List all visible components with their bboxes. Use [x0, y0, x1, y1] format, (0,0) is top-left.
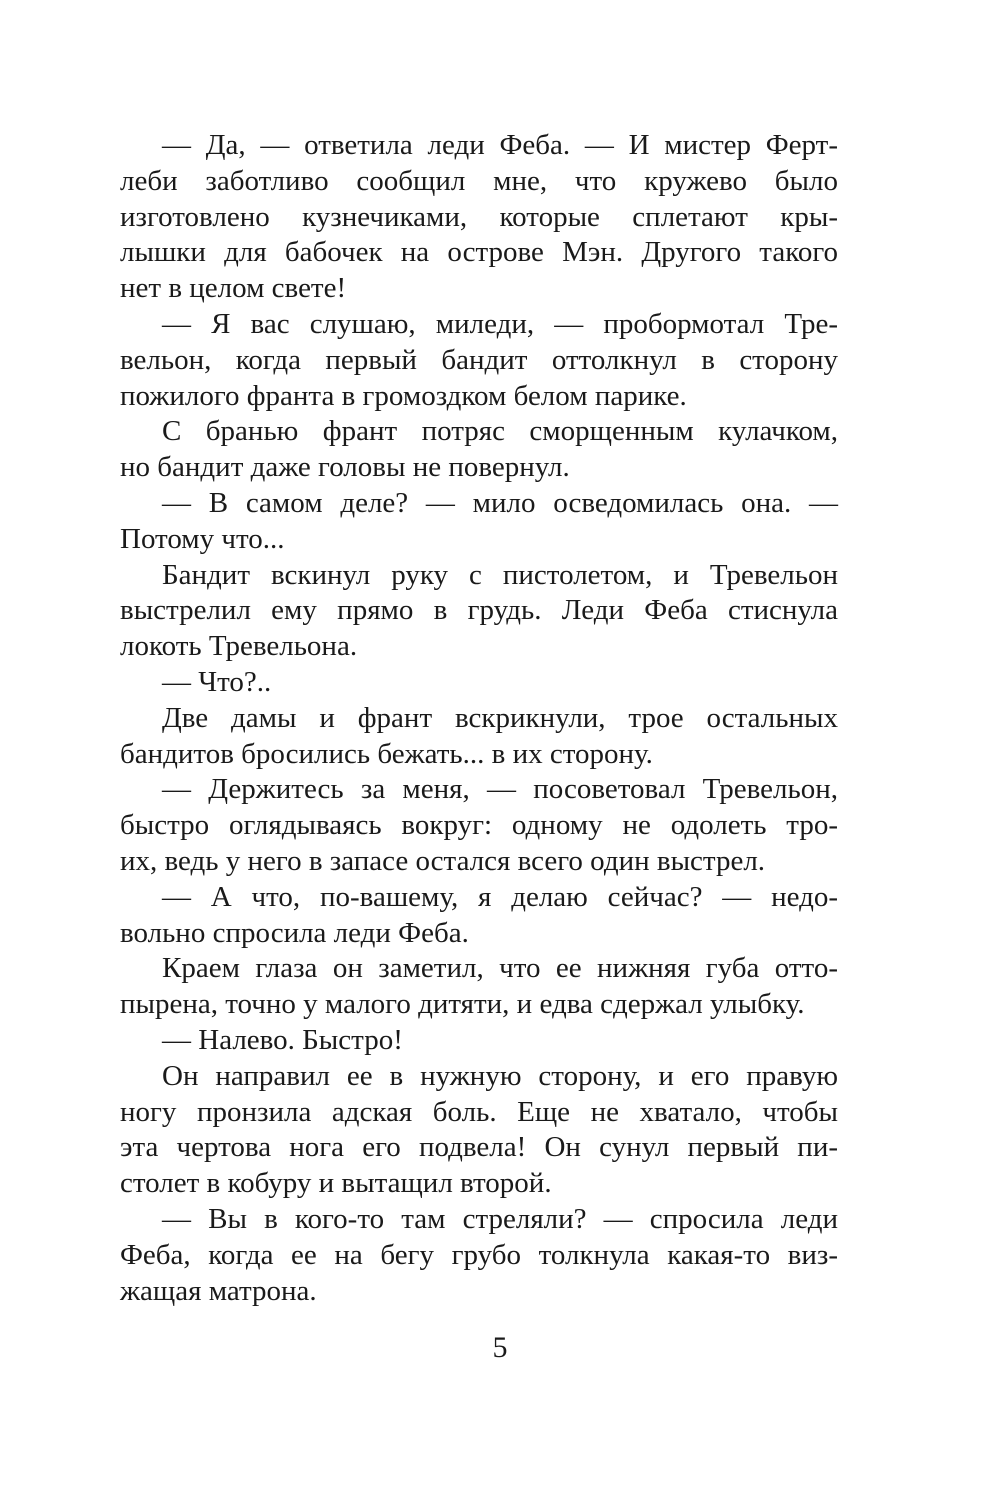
text-line: столет в кобуру и вытащил второй.: [120, 1167, 552, 1200]
text-line: нет в целом свете!: [120, 272, 347, 305]
text-line: бандитов бросились бежать... в их сторону.: [120, 737, 653, 770]
text-line: пожилого франта в громоздком белом парике.: [120, 379, 687, 412]
text-line: Феба, когда ее на бегу грубо толкнула какая-то виз-: [120, 1238, 838, 1271]
text-line: — А что, по-вашему, я делаю сейчас? — недо-: [162, 880, 838, 913]
text-line: Краем глаза он заметил, что ее нижняя губа отто-: [162, 952, 838, 985]
text-line: — В самом деле? — мило осведомилась она. —: [162, 486, 838, 519]
text-line: вольно спросила леди Феба.: [120, 916, 469, 949]
text-line: — Да, — ответила леди Феба. — И мистер Ферт-: [162, 129, 838, 161]
text-line: эта чертова нога его подвела! Он сунул первый пи-: [120, 1131, 838, 1164]
text-line: ногу пронзила адская боль. Еще не хватало, чтобы: [120, 1095, 838, 1128]
text-line: выстрелил ему прямо в грудь. Леди Феба стиснула: [120, 594, 838, 627]
book-page-text: [120, 128, 838, 1309]
text-line: — Вы в кого-то там стреляли? — спросила леди: [162, 1202, 838, 1235]
text-line: — Я вас слушаю, миледи, — пробормотал Тре-: [162, 307, 838, 340]
text-line: пырена, точно у малого дитяти, и едва сдержал улыбку.: [120, 988, 805, 1021]
text-line: — Держитесь за меня, — посоветовал Тревельон,: [162, 773, 838, 806]
text-line: вельон, когда первый бандит оттолкнул в сторону: [120, 343, 838, 376]
text-line: лышки для бабочек на острове Мэн. Другого такого: [120, 236, 838, 269]
text-line: изготовлено кузнечиками, которые сплетают кры-: [120, 200, 838, 233]
text-line: быстро оглядываясь вокруг: одному не одолеть тро-: [120, 809, 838, 842]
text-line: леби заботливо сообщил мне, что кружево было: [120, 164, 838, 197]
text-line: С бранью франт потряс сморщенным кулачком,: [162, 415, 838, 448]
text-line: их, ведь у него в запасе остался всего один выстрел.: [120, 844, 766, 877]
text-line: Бандит вскинул руку с пистолетом, и Тревельон: [162, 558, 838, 591]
page-number: 5: [492, 1331, 508, 1364]
text-line: жащая матрона.: [120, 1274, 317, 1307]
text-line: — Что?..: [162, 665, 272, 698]
text-line: но бандит даже головы не повернул.: [120, 451, 570, 484]
text-line: Он направил ее в нужную сторону, и его правую: [162, 1059, 838, 1092]
text-line: — Налево. Быстро!: [162, 1023, 403, 1056]
text-line: Две дамы и франт вскрикнули, трое остальных: [162, 701, 838, 734]
text-line: локоть Тревельона.: [120, 630, 358, 663]
text-line: Потому что...: [120, 522, 285, 555]
